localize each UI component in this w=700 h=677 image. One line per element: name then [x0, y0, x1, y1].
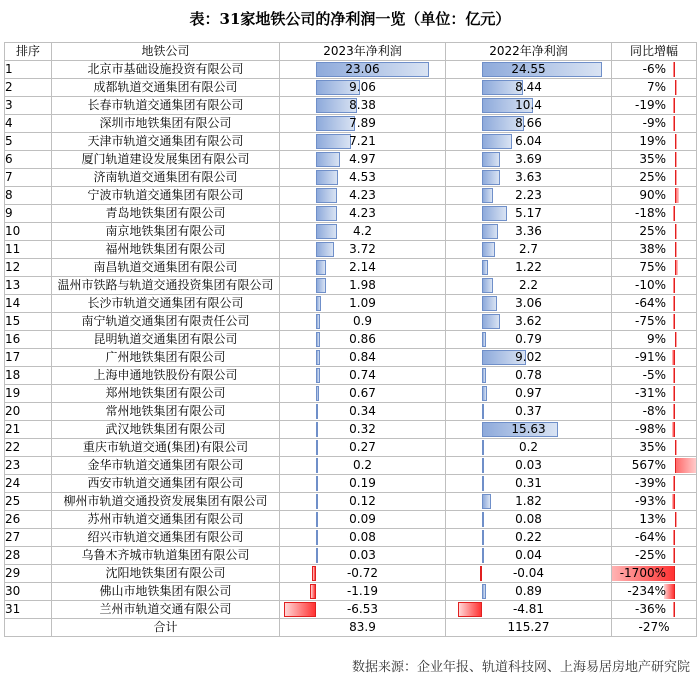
profit-2022-cell	[446, 475, 612, 493]
profit-2023-cell	[280, 583, 446, 601]
profit-2023-cell	[280, 187, 446, 205]
table-row	[5, 97, 697, 115]
profit-2022-cell	[446, 331, 612, 349]
table-row	[5, 241, 697, 259]
yoy-cell	[612, 79, 697, 97]
profit-2023-cell	[280, 601, 446, 619]
profit-2022-value: 0.31	[515, 476, 542, 490]
profit-2022-cell	[446, 601, 612, 619]
yoy-value: -91%	[634, 350, 666, 364]
profit-2023-value: 0.27	[349, 440, 376, 454]
profit-2022-cell	[446, 349, 612, 367]
company-cell: 成都轨道交通集团有限公司	[52, 79, 280, 97]
profit-2022-value: 0.22	[515, 530, 542, 544]
rank-cell: 3	[5, 97, 52, 115]
yoy-value: -18%	[634, 206, 666, 220]
profit-2022-cell	[446, 187, 612, 205]
rank-cell: 2	[5, 79, 52, 97]
rank-cell: 14	[5, 295, 52, 313]
rank-cell: 26	[5, 511, 52, 529]
rank-cell: 7	[5, 169, 52, 187]
table-row	[5, 61, 697, 79]
company-cell: 郑州地铁集团有限公司	[52, 385, 280, 403]
yoy-value: 90%	[639, 188, 666, 202]
profit-2022-cell	[446, 511, 612, 529]
yoy-cell	[612, 439, 697, 457]
profit-2022-cell	[446, 223, 612, 241]
yoy-cell	[612, 565, 697, 583]
profit-2023-cell	[280, 475, 446, 493]
yoy-value: -1700%	[619, 566, 666, 580]
profit-2023-cell	[280, 565, 446, 583]
profit-2023-value: 7.89	[349, 116, 376, 130]
rank-cell: 31	[5, 601, 52, 619]
profit-2023-value: 0.08	[349, 530, 376, 544]
company-cell: 武汉地铁集团有限公司	[52, 421, 280, 439]
yoy-cell	[612, 259, 697, 277]
table-row	[5, 367, 697, 385]
profit-2022-cell	[446, 313, 612, 331]
yoy-cell	[612, 313, 697, 331]
table-row	[5, 259, 697, 277]
profit-2023-value: 1.98	[349, 278, 376, 292]
profit-2023-cell	[280, 151, 446, 169]
total-profit-2022: 115.27	[446, 619, 612, 637]
profit-2022-cell	[446, 133, 612, 151]
profit-2022-value: 24.55	[511, 62, 546, 76]
profit-2023-value: 0.12	[349, 494, 376, 508]
profit-2022-value: 10.4	[515, 98, 542, 112]
yoy-value: -8%	[642, 404, 666, 418]
yoy-cell	[612, 547, 697, 565]
profit-2022-value: 0.03	[515, 458, 542, 472]
profit-2023-value: -0.72	[346, 566, 379, 580]
profit-2023-cell	[280, 511, 446, 529]
yoy-value: -6%	[642, 62, 666, 76]
profit-2022-cell	[446, 421, 612, 439]
profit-2023-value: 2.14	[349, 260, 376, 274]
profit-2023-cell	[280, 529, 446, 547]
yoy-cell	[612, 385, 697, 403]
profit-2023-value: 0.9	[352, 314, 373, 328]
yoy-cell	[612, 493, 697, 511]
rank-cell: 21	[5, 421, 52, 439]
rank-cell: 22	[5, 439, 52, 457]
rank-cell: 16	[5, 331, 52, 349]
profit-2023-value: 4.23	[349, 206, 376, 220]
company-cell: 青岛地铁集团有限公司	[52, 205, 280, 223]
yoy-cell	[612, 151, 697, 169]
profit-2022-cell	[446, 565, 612, 583]
yoy-cell	[612, 295, 697, 313]
company-cell: 深圳市地铁集团有限公司	[52, 115, 280, 133]
profit-2022-value: 5.17	[515, 206, 542, 220]
profit-2022-value: 3.62	[515, 314, 542, 328]
profit-2023-value: 4.53	[349, 170, 376, 184]
profit-2022-cell	[446, 79, 612, 97]
total-label: 合计	[52, 619, 280, 637]
table-row	[5, 385, 697, 403]
company-cell: 南宁轨道交通集团有限责任公司	[52, 313, 280, 331]
profit-2022-cell	[446, 151, 612, 169]
table-row	[5, 547, 697, 565]
rank-cell: 1	[5, 61, 52, 79]
yoy-cell	[612, 403, 697, 421]
profit-2023-cell	[280, 493, 446, 511]
profit-2022-value: 6.04	[515, 134, 542, 148]
profit-2022-cell	[446, 493, 612, 511]
yoy-value: 7%	[646, 80, 666, 94]
yoy-cell	[612, 583, 697, 601]
profit-2022-value: 0.79	[515, 332, 542, 346]
yoy-cell	[612, 475, 697, 493]
profit-2023-cell	[280, 133, 446, 151]
profit-2023-cell	[280, 313, 446, 331]
profit-2022-value: 8.66	[515, 116, 542, 130]
profit-2023-cell	[280, 367, 446, 385]
table-row	[5, 223, 697, 241]
yoy-cell	[612, 97, 697, 115]
data-source-note: 数据来源：企业年报、轨道科技网、上海易居房地产研究院	[351, 660, 690, 675]
table-row	[5, 421, 697, 439]
total-yoy: -27%	[612, 619, 697, 637]
profit-2022-cell	[446, 259, 612, 277]
header-rank: 排序	[5, 43, 52, 61]
rank-cell: 19	[5, 385, 52, 403]
company-cell: 佛山市地铁集团有限公司	[52, 583, 280, 601]
company-cell: 西安市轨道交通集团有限公司	[52, 475, 280, 493]
profit-2022-value: 1.22	[515, 260, 542, 274]
table-row	[5, 115, 697, 133]
profit-2023-value: 8.38	[349, 98, 376, 112]
table-row	[5, 169, 697, 187]
profit-2022-value: 0.37	[515, 404, 542, 418]
company-cell: 宁波市轨道交通集团有限公司	[52, 187, 280, 205]
profit-2022-value: 1.82	[515, 494, 542, 508]
yoy-value: -39%	[634, 476, 666, 490]
profit-2022-cell	[446, 61, 612, 79]
profit-2022-cell	[446, 529, 612, 547]
table-row	[5, 331, 697, 349]
profit-2022-value: 3.06	[515, 296, 542, 310]
rank-cell: 28	[5, 547, 52, 565]
yoy-value: 9%	[646, 332, 666, 346]
rank-cell: 24	[5, 475, 52, 493]
profit-2023-value: 0.19	[349, 476, 376, 490]
profit-2022-value: 0.08	[515, 512, 542, 526]
profit-2022-cell	[446, 583, 612, 601]
yoy-cell	[612, 601, 697, 619]
profit-2022-value: 15.63	[511, 422, 546, 436]
yoy-cell	[612, 277, 697, 295]
profit-2022-cell	[446, 205, 612, 223]
rank-cell: 4	[5, 115, 52, 133]
company-cell: 绍兴市轨道交通集团有限公司	[52, 529, 280, 547]
table-row	[5, 133, 697, 151]
yoy-value: -31%	[634, 386, 666, 400]
profit-2023-value: -6.53	[346, 602, 379, 616]
table-row	[5, 457, 697, 475]
company-cell: 北京市基础设施投资有限公司	[52, 61, 280, 79]
company-cell: 兰州市轨道交通有限公司	[52, 601, 280, 619]
yoy-value: 25%	[639, 224, 666, 238]
profit-2023-cell	[280, 421, 446, 439]
table-row	[5, 277, 697, 295]
profit-2023-value: 0.74	[349, 368, 376, 382]
table-row	[5, 493, 697, 511]
yoy-value: -64%	[634, 296, 666, 310]
table-row	[5, 349, 697, 367]
profit-2023-value: 1.09	[349, 296, 376, 310]
profit-2022-cell	[446, 403, 612, 421]
rank-cell: 10	[5, 223, 52, 241]
rank-cell: 29	[5, 565, 52, 583]
profit-2022-cell	[446, 97, 612, 115]
profit-2023-value: 0.2	[352, 458, 373, 472]
company-cell: 重庆市轨道交通(集团)有限公司	[52, 439, 280, 457]
yoy-value: -93%	[634, 494, 666, 508]
profit-2023-value: 4.23	[349, 188, 376, 202]
rank-cell: 23	[5, 457, 52, 475]
yoy-cell	[612, 133, 697, 151]
profit-2023-cell	[280, 385, 446, 403]
profit-2023-value: 0.86	[349, 332, 376, 346]
total-rank-cell	[5, 619, 52, 637]
company-cell: 天津市轨道交通集团有限公司	[52, 133, 280, 151]
rank-cell: 15	[5, 313, 52, 331]
yoy-value: -25%	[634, 548, 666, 562]
header-row	[5, 43, 697, 61]
company-cell: 广州地铁集团有限公司	[52, 349, 280, 367]
yoy-value: -98%	[634, 422, 666, 436]
profit-2022-cell	[446, 277, 612, 295]
header-profit-2022: 2022年净利润	[446, 43, 612, 61]
profit-2022-cell	[446, 169, 612, 187]
table-row	[5, 403, 697, 421]
company-cell: 柳州市轨道交通投资发展集团有限公司	[52, 493, 280, 511]
profit-2023-value: 0.34	[349, 404, 376, 418]
company-cell: 厦门轨道建设发展集团有限公司	[52, 151, 280, 169]
profit-2022-cell	[446, 385, 612, 403]
profit-2023-cell	[280, 79, 446, 97]
profit-2023-value: 23.06	[345, 62, 380, 76]
header-yoy: 同比增幅	[612, 43, 697, 61]
yoy-cell	[612, 511, 697, 529]
rank-cell: 11	[5, 241, 52, 259]
profit-2023-cell	[280, 295, 446, 313]
table-row	[5, 295, 697, 313]
profit-2022-value: 3.63	[515, 170, 542, 184]
total-row	[5, 619, 697, 637]
profit-2023-cell	[280, 547, 446, 565]
profit-2022-cell	[446, 547, 612, 565]
rank-cell: 12	[5, 259, 52, 277]
table-row	[5, 529, 697, 547]
rank-cell: 25	[5, 493, 52, 511]
profit-2022-value: 0.97	[515, 386, 542, 400]
profit-2022-value: -4.81	[512, 602, 545, 616]
yoy-cell	[612, 241, 697, 259]
profit-2022-cell	[446, 115, 612, 133]
table-row	[5, 439, 697, 457]
profit-2023-value: 0.84	[349, 350, 376, 364]
total-profit-2023: 83.9	[280, 619, 446, 637]
table-row	[5, 187, 697, 205]
profit-2022-value: 2.23	[515, 188, 542, 202]
yoy-cell	[612, 367, 697, 385]
yoy-value: 38%	[639, 242, 666, 256]
profit-2023-cell	[280, 349, 446, 367]
rank-cell: 6	[5, 151, 52, 169]
profit-2022-cell	[446, 295, 612, 313]
profit-2023-cell	[280, 115, 446, 133]
profit-2022-value: 0.89	[515, 584, 542, 598]
table-row	[5, 511, 697, 529]
profit-2023-cell	[280, 205, 446, 223]
yoy-cell	[612, 331, 697, 349]
company-cell: 昆明轨道交通集团有限公司	[52, 331, 280, 349]
company-cell: 南昌轨道交通集团有限公司	[52, 259, 280, 277]
profit-2022-value: 0.2	[518, 440, 539, 454]
profit-2022-value: -0.04	[512, 566, 545, 580]
profit-2023-cell	[280, 241, 446, 259]
header-company: 地铁公司	[52, 43, 280, 61]
yoy-value: 19%	[639, 134, 666, 148]
rank-cell: 18	[5, 367, 52, 385]
header-profit-2023: 2023年净利润	[280, 43, 446, 61]
profit-2023-cell	[280, 331, 446, 349]
profit-2023-value: 0.09	[349, 512, 376, 526]
yoy-value: 35%	[639, 152, 666, 166]
profit-2022-value: 3.36	[515, 224, 542, 238]
profit-2023-value: 4.2	[352, 224, 373, 238]
profit-2022-cell	[446, 367, 612, 385]
profit-2023-value: 4.97	[349, 152, 376, 166]
table-row	[5, 565, 697, 583]
profit-2023-cell	[280, 403, 446, 421]
yoy-cell	[612, 349, 697, 367]
yoy-cell	[612, 421, 697, 439]
yoy-value: -75%	[634, 314, 666, 328]
yoy-value: -10%	[634, 278, 666, 292]
profit-2022-cell	[446, 439, 612, 457]
table-title: 表：31家地铁公司的净利润一览（单位：亿元）	[189, 10, 511, 28]
company-cell: 乌鲁木齐城市轨道集团有限公司	[52, 547, 280, 565]
profit-table	[4, 42, 697, 637]
profit-2022-value: 9.02	[515, 350, 542, 364]
rank-cell: 13	[5, 277, 52, 295]
yoy-value: -64%	[634, 530, 666, 544]
company-cell: 苏州市轨道交通集团有限公司	[52, 511, 280, 529]
yoy-cell	[612, 115, 697, 133]
company-cell: 福州地铁集团有限公司	[52, 241, 280, 259]
yoy-value: -234%	[627, 584, 666, 598]
profit-2022-value: 2.7	[518, 242, 539, 256]
profit-2023-value: 3.72	[349, 242, 376, 256]
profit-2023-cell	[280, 61, 446, 79]
yoy-value: -19%	[634, 98, 666, 112]
table-row	[5, 583, 697, 601]
profit-2023-cell	[280, 439, 446, 457]
table-row	[5, 601, 697, 619]
rank-cell: 27	[5, 529, 52, 547]
yoy-value: 13%	[639, 512, 666, 526]
profit-2023-cell	[280, 97, 446, 115]
rank-cell: 30	[5, 583, 52, 601]
profit-2023-cell	[280, 277, 446, 295]
company-cell: 上海申通地铁股份有限公司	[52, 367, 280, 385]
company-cell: 金华市轨道交通集团有限公司	[52, 457, 280, 475]
profit-2023-cell	[280, 259, 446, 277]
company-cell: 沈阳地铁集团有限公司	[52, 565, 280, 583]
yoy-cell	[612, 169, 697, 187]
yoy-value: 25%	[639, 170, 666, 184]
yoy-cell	[612, 457, 697, 475]
profit-2023-cell	[280, 169, 446, 187]
company-cell: 长沙市轨道交通集团有限公司	[52, 295, 280, 313]
profit-2022-value: 0.78	[515, 368, 542, 382]
profit-2023-value: 0.67	[349, 386, 376, 400]
table-row	[5, 313, 697, 331]
profit-2023-value: 0.03	[349, 548, 376, 562]
profit-2022-cell	[446, 241, 612, 259]
yoy-cell	[612, 61, 697, 79]
profit-2022-cell	[446, 457, 612, 475]
profit-2022-value: 3.69	[515, 152, 542, 166]
table-row	[5, 475, 697, 493]
yoy-value: 75%	[639, 260, 666, 274]
profit-2023-value: -1.19	[346, 584, 379, 598]
yoy-cell	[612, 529, 697, 547]
yoy-cell	[612, 205, 697, 223]
yoy-value: -9%	[642, 116, 666, 130]
company-cell: 常州地铁集团有限公司	[52, 403, 280, 421]
yoy-value: -36%	[634, 602, 666, 616]
profit-2022-value: 0.04	[515, 548, 542, 562]
company-cell: 济南轨道交通集团有限公司	[52, 169, 280, 187]
company-cell: 长春市轨道交通集团有限公司	[52, 97, 280, 115]
profit-2023-value: 0.32	[349, 422, 376, 436]
yoy-value: -5%	[642, 368, 666, 382]
rank-cell: 8	[5, 187, 52, 205]
yoy-cell	[612, 223, 697, 241]
rank-cell: 9	[5, 205, 52, 223]
yoy-value: 567%	[631, 458, 666, 472]
table-row	[5, 79, 697, 97]
profit-2023-value: 7.21	[349, 134, 376, 148]
yoy-value: 35%	[639, 440, 666, 454]
rank-cell: 5	[5, 133, 52, 151]
profit-2023-value: 9.06	[349, 80, 376, 94]
profit-2023-cell	[280, 457, 446, 475]
table-row	[5, 151, 697, 169]
profit-2022-value: 8.44	[515, 80, 542, 94]
yoy-cell	[612, 187, 697, 205]
table-row	[5, 205, 697, 223]
rank-cell: 20	[5, 403, 52, 421]
profit-2022-value: 2.2	[518, 278, 539, 292]
profit-2023-cell	[280, 223, 446, 241]
rank-cell: 17	[5, 349, 52, 367]
company-cell: 南京地铁集团有限公司	[52, 223, 280, 241]
company-cell: 温州市铁路与轨道交通投资集团有限公司	[52, 277, 280, 295]
